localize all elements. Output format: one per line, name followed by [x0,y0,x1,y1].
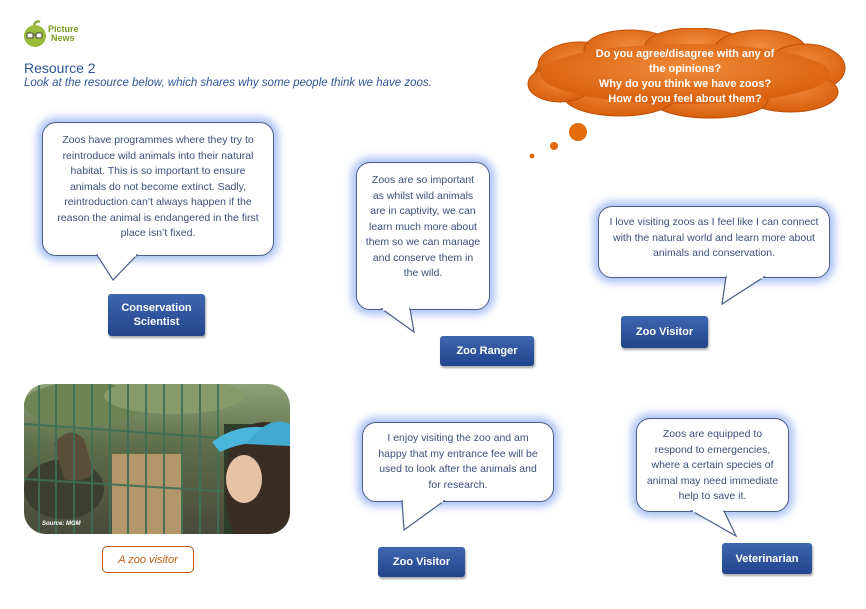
picture-news-logo [22,20,92,52]
photo-image [24,384,290,534]
label-zoo-ranger [440,336,534,366]
bubble-text: Zoos are equipped to respond to emergencies, where a certain species of animal may need immediate help to save it. [646,428,779,502]
speech-bubble-zoo-ranger [356,162,490,310]
logo-word-news: News [51,33,75,43]
logo-word-picture: Picture [48,24,79,34]
speaker-name: Zoo Visitor [392,556,451,568]
label-veterinarian [722,543,812,574]
photo-source: Source: MGM [42,521,81,527]
resource-title: Resource 2 [24,60,96,76]
bubble-text: I enjoy visiting the zoo and am happy that my entrance fee will be used to look after the animals and for research. [378,432,538,491]
cloud-line: How do you feel about them? [608,93,762,105]
thought-bubble-dots [524,120,594,162]
photo-caption: A zoo visitor [102,546,194,573]
speech-bubble-zoo-visitor-2 [362,422,554,502]
speaker-name: Zoo Ranger [456,345,518,357]
speech-bubble-conservation-scientist [42,122,274,256]
bubble-text: I love visiting zoos as I feel like I can connect with the natural world and learn more about animals and conservation. [609,216,819,259]
zoo-visitor-photo [24,384,290,534]
bubble-tail [400,500,450,532]
logo-icon [22,20,48,50]
label-zoo-visitor-2 [378,547,465,577]
speech-bubble-veterinarian [636,418,789,512]
speaker-name: Conservation Scientist [121,302,192,328]
bubble-tail [95,254,145,282]
resource-subtitle: Look at the resource below, which shares why some people think we have zoos. [24,77,432,89]
thought-cloud-questions [570,47,800,107]
speaker-name: Zoo Visitor [635,326,694,338]
speaker-name: Veterinarian [735,552,799,565]
bubble-tail [718,276,768,306]
label-conservation-scientist [108,294,205,336]
speech-bubble-zoo-visitor-1 [598,206,830,278]
cloud-line: Do you agree/disagree with any of [595,48,775,60]
label-zoo-visitor-1 [621,316,708,348]
bubble-text: Zoos have programmes where they try to reintroduce wild animals into their natural habitat. This is so important to ensure animals do not become extinct. Sadly, reintroduction can’t always happen if the reason the animal is endangered in the first place isn’t fixed. [57,134,259,239]
bubble-tail [380,308,420,334]
cloud-line: Why do you think we have zoos? [598,78,772,90]
bubble-text: Zoos are so important as whilst wild animals are in captivity, we can learn much more about them so we can manage and conserve them in the wild. [365,174,481,279]
bubble-tail [690,510,740,538]
cloud-line: the opinions? [648,63,722,75]
